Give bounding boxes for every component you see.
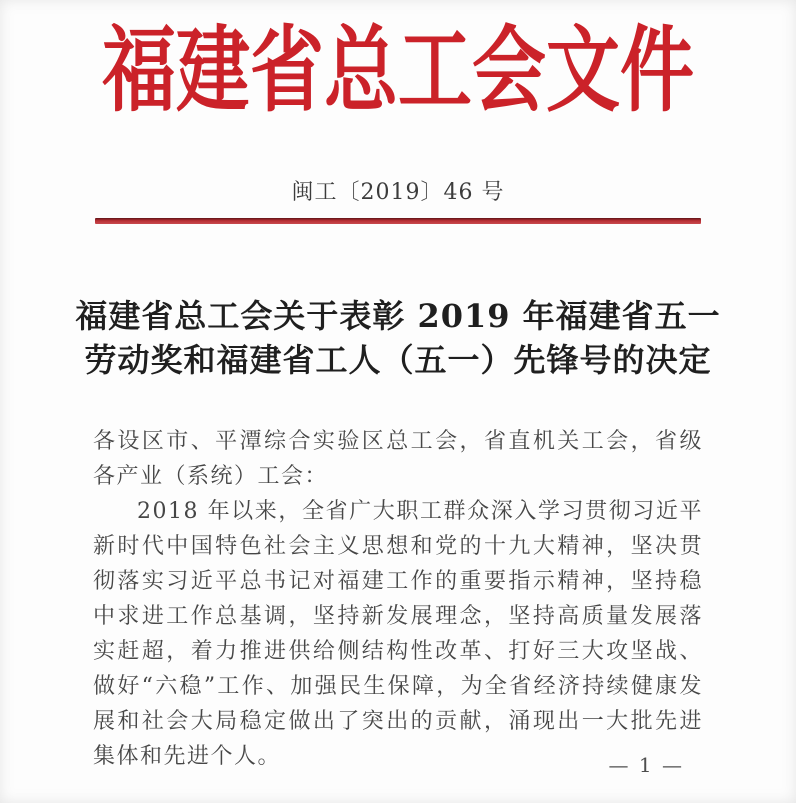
document-title-line1: 福建省总工会关于表彰 2019 年福建省五一	[75, 297, 721, 335]
body-paragraph: 2018 年以来，全省广大职工群众深入学习贯彻习近平新时代中国特色社会主义思想和党的十九大精神，坚决贯彻落实习近平总书记对福建工作的重要指示精神，坚持稳中求进工作总基调，坚持新发展理念，坚持高质量发展落实赶超，着力推进供给侧结构性改革、打好三大攻坚战、做好“六稳”工作、加强民生保障，为全省经济持续健康发展和社会大局稳定做出了突出的贡献，涌现出一大批先进集体和先进个人。	[93, 499, 703, 769]
issuing-org-header	[0, 16, 796, 126]
salutation-line: 各设区市、平潭综合实验区总工会，省直机关工会，省级各产业（系统）工会：	[93, 429, 703, 489]
page-number: — 1 —	[608, 753, 684, 777]
red-divider-line	[95, 218, 701, 224]
issuing-org-title: 福建省总工会文件	[102, 16, 694, 126]
document-title-line2: 劳动奖和福建省工人（五一）先锋号的决定	[84, 341, 712, 379]
document-body	[93, 424, 703, 774]
document-title	[0, 294, 796, 382]
document-number: 闽工〔2019〕46 号	[291, 180, 505, 205]
